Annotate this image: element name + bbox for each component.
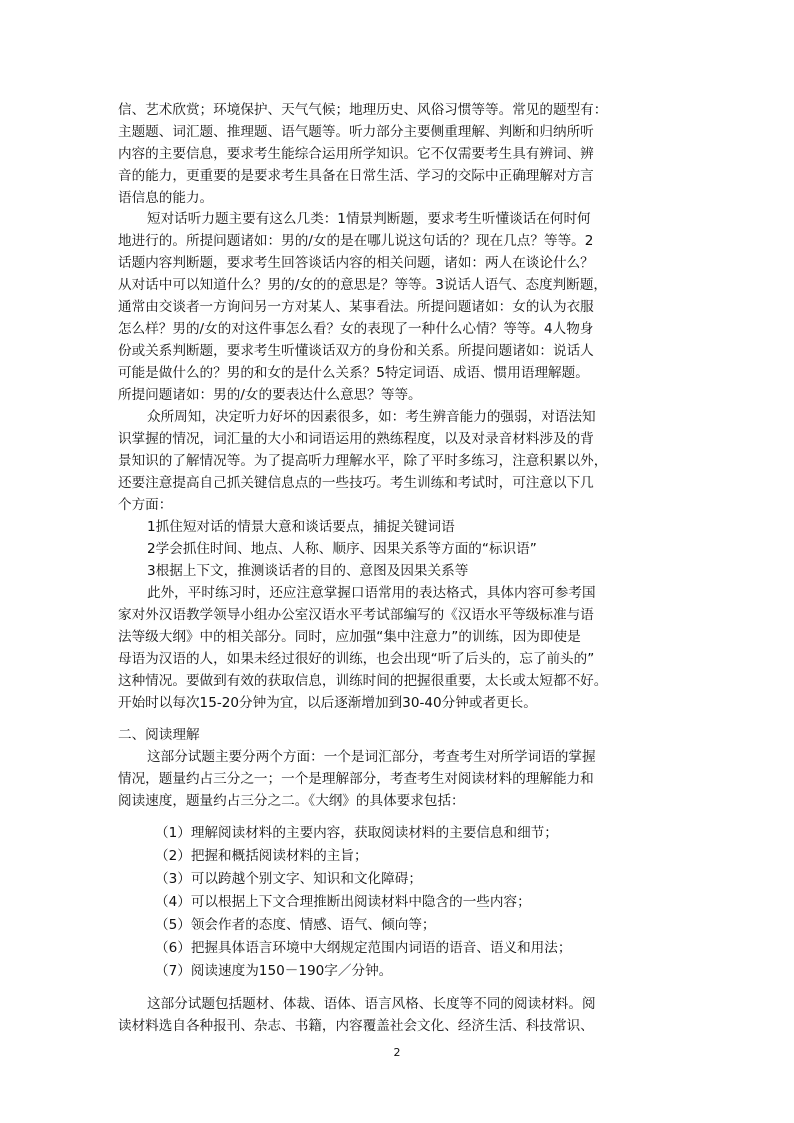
list-item: （3）可以跨越个别文字、知识和文化障碍； <box>155 871 422 887</box>
list-item: （1）理解阅读材料的主要内容，获取阅读材料的主要信息和细节； <box>155 825 558 841</box>
text-line: 母语为汉语的人，如果未经过很好的训练，也会出现“听了后头的，忘了前头的” <box>118 651 595 667</box>
text-line: 从对话中可以知道什么？男的/女的的意思是？等等。3说话人语气、态度判断题， <box>118 277 608 293</box>
text-line: 开始时以每次15-20分钟为宜，以后逐渐增加到30-40分钟或者更长。 <box>118 695 537 711</box>
text-line: 话题内容判断题，要求考生回答谈话内容的相关问题，诸如：两人在谈论什么？ <box>118 255 594 271</box>
text-line: 语信息的能力。 <box>118 190 214 206</box>
text-line: 怎么样？男的/女的对这件事怎么看？女的表现了一种什么心情？等等。4人物身 <box>118 321 594 337</box>
text-line: 家对外汉语教学领导小组办公室汉语水平考试部编写的《汉语水平等级标准与语 <box>118 607 594 623</box>
text-line: 所提问题诸如：男的/女的要表达什么意思？等等。 <box>118 387 422 403</box>
text-line: 信、艺术欣赏；环境保护、天气气候；地理历史、风俗习惯等等。常见的题型有： <box>118 102 608 118</box>
text-line: 内容的主要信息，要求考生能综合运用所学知识。它不仅需要考生具有辨词、辨 <box>118 146 594 162</box>
text-line: 这部分试题包括题材、体裁、语体、语言风格、长度等不同的阅读材料。阅 <box>147 996 596 1012</box>
section-heading: 二、阅读理解 <box>118 727 200 743</box>
page-number: 2 <box>393 1046 401 1059</box>
text-line: 还要注意提高自己抓关键信息点的一些技巧。考生训练和考试时，可注意以下几 <box>118 475 594 491</box>
text-line: 短对话听力题主要有这么几类：1情景判断题，要求考生听懂谈话在何时何 <box>147 211 591 227</box>
list-item: 1抓住短对话的情景大意和谈话要点，捕捉关键词语 <box>147 519 455 535</box>
text-line: 通常由交谈者一方询问另一方对某人、某事看法。所提问题诸如：女的认为衣服 <box>118 299 594 315</box>
text-line: 可能是做什么的？男的和女的是什么关系？5特定词语、成语、惯用语理解题。 <box>118 365 589 381</box>
text-line: 读材料选自各种报刊、杂志、书籍，内容覆盖社会文化、经济生活、科技常识、 <box>118 1018 594 1034</box>
list-item: 3根据上下文，推测谈话者的目的、意图及因果关系等 <box>147 563 469 579</box>
list-item: （4）可以根据上下文合理推断出阅读材料中隐含的一些内容； <box>155 894 531 910</box>
list-item: （5）领会作者的态度、情感、语气、倾向等； <box>155 917 436 933</box>
text-line: 这种情况。要做到有效的获取信息，训练时间的把握很重要，太长或太短都不好。 <box>118 673 608 689</box>
list-item: （6）把握具体语言环境中大纲规定范围内词语的语音、语义和用法； <box>155 940 572 956</box>
text-line: 阅读速度，题量约占三分之二。《大纲》的具体要求包括： <box>118 793 465 809</box>
text-line: 识掌握的情况，词汇量的大小和词语运用的熟练程度，以及对录音材料涉及的背 <box>118 431 594 447</box>
text-line: 此外，平时练习时，还应注意掌握口语常用的表达格式，具体内容可参考国 <box>147 585 596 601</box>
text-line: 众所周知，决定听力好坏的因素很多，如：考生辨音能力的强弱，对语法知 <box>147 409 596 425</box>
list-item: （7）阅读速度为150－190字／分钟。 <box>155 963 393 979</box>
text-line: 景知识的了解情况等。为了提高听力理解水平，除了平时多练习，注意积累以外， <box>118 453 608 469</box>
text-line: 主题题、词汇题、推理题、语气题等。听力部分主要侧重理解、判断和归纳所听 <box>118 124 594 140</box>
text-line: 个方面： <box>118 497 173 513</box>
list-item: 2学会抓住时间、地点、人称、顺序、因果关系等方面的“标识语” <box>147 541 537 557</box>
text-line: 这部分试题主要分两个方面：一个是词汇部分，考查考生对所学词语的掌握 <box>147 749 596 765</box>
text-line: 份或关系判断题，要求考生听懂谈话双方的身份和关系。所提问题诸如：说话人 <box>118 343 594 359</box>
text-line: 情况，题量约占三分之一；一个是理解部分，考查考生对阅读材料的理解能力和 <box>118 771 594 787</box>
text-line: 法等级大纲》中的相关部分。同时，应加强“集中注意力”的训练，因为即使是 <box>118 629 581 645</box>
text-line: 地进行的。所提问题诸如：男的/女的是在哪儿说这句话的？现在几点？等等。2 <box>118 233 594 249</box>
text-line: 音的能力，更重要的是要求考生具备在日常生活、学习的交际中正确理解对方言 <box>118 168 594 184</box>
list-item: （2）把握和概括阅读材料的主旨； <box>155 848 368 864</box>
